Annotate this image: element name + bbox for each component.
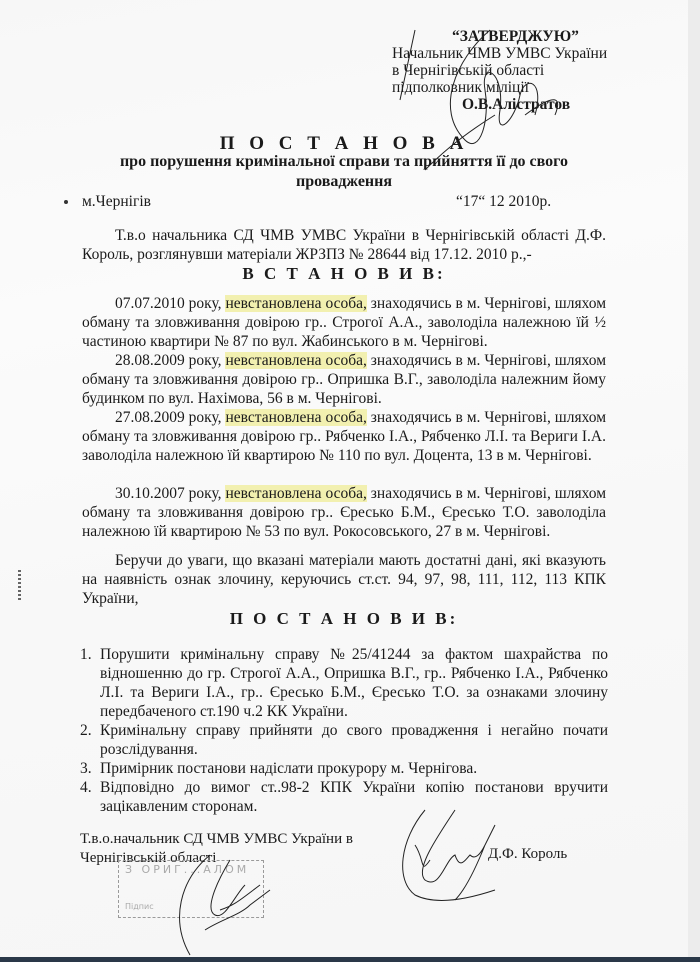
paragraph	[82, 294, 606, 351]
certification-stamp	[118, 860, 264, 918]
resolution-item	[80, 645, 608, 721]
paragraph	[82, 408, 606, 465]
approval-heading: “ЗАТВЕРДЖУЮ”	[452, 28, 579, 45]
highlighted-text: невстановлена особа,	[225, 409, 367, 426]
item-number: 2.	[80, 722, 92, 739]
place	[64, 193, 151, 211]
signatory-line-1: Т.в.о.начальник СД ЧМВ УМВС України в	[80, 831, 353, 847]
bullet-dot	[64, 200, 68, 204]
resolution-list	[80, 645, 608, 816]
stamp-text: З ОРИГ...АЛОМ	[125, 863, 250, 876]
approval-line-1: Начальник ЧМВ УМВС України	[392, 45, 608, 62]
item-text: Порушити кримінальну справу №25/41244 за фактом шахрайства по відношенню до гр. Строгої А.А., Опришка В.Г., гр.. Рябченко І.А., Рябченко Л.І. та Вериги І.А., гр.. Єресько Б.М., Єресько Т.О. за ознаками злочину передбаченого ст.190 ч.2 КК України.	[100, 646, 608, 720]
item-number: 1.	[80, 646, 92, 663]
approval-block	[392, 28, 607, 113]
item-number: 4.	[80, 779, 92, 796]
place-text: м.Чернігів	[82, 193, 151, 210]
considering-paragraph: Беручи до уваги, що вказані матеріали мають достатні дані, які вказують на наявність ознак злочину, керуючись ст.ст. 94, 97, 98, 111, 112, 113 КПК України,	[82, 552, 606, 607]
section-established: В С Т А Н О В И В:	[242, 264, 446, 283]
highlighted-text: невстановлена особа,	[225, 352, 367, 369]
paragraph-text: знаходячись в м. Чернігові, шляхом обману та зловживання довірою гр.. Строгої А.А., заволоділа належною їй ½ частиною квартири № 87 по вул. Жабинського в м. Чернігові.	[82, 295, 607, 350]
scan-margin	[688, 0, 700, 957]
approval-line-2: в Чернігівській області	[392, 62, 545, 79]
paragraph-text: знаходячись в м. Чернігові, шляхом обману та зловживання довірою гр.. Опришка В.Г., заволоділа належним йому будинком по вул. Нахімова, 56 в м. Чернігові.	[82, 352, 607, 407]
approval-name: О.В.Алістратов	[462, 96, 571, 113]
document-subtitle-line-2: провадження	[295, 173, 393, 190]
item-number: 3.	[80, 760, 92, 777]
scan-edge-mark	[18, 570, 21, 600]
item-text: Примірник постанови надіслати прокурору м. Чернігова.	[100, 760, 478, 777]
paragraph	[82, 484, 606, 541]
item-text: Відповідно до вимог ст..98-2 КПК України копію постанови вручити зацікавленим сторонам.	[100, 779, 608, 815]
paragraph-date: 30.10.2007 року,	[115, 485, 222, 502]
approval-line-3: підполковник міліції	[392, 79, 529, 96]
section-resolved: П О С Т А Н О В И В:	[229, 609, 459, 628]
stamp-subtext: Підпис	[125, 902, 154, 911]
highlighted-text: невстановлена особа,	[225, 295, 367, 312]
paragraph-text: знаходячись в м. Чернігові, шляхом обману та зловживання довірою гр.. Єресько Б.М., Єресько Т.О. заволоділа належною їй квартирою № 53 по вул. Рокосовського, 27 в м. Чернігові.	[82, 485, 607, 540]
resolution-item	[80, 778, 608, 816]
document-title: П О С Т А Н О В А	[219, 133, 469, 154]
item-text: Кримінальну справу прийняти до свого провадження і негайно почати розслідування.	[100, 722, 608, 758]
document-subtitle-line-1: про порушення кримінальної справи та прийняття її до свого	[119, 153, 569, 170]
highlighted-text: невстановлена особа,	[225, 485, 367, 502]
document-date: “17“ 12 2010р.	[456, 193, 552, 210]
paragraph	[82, 351, 606, 408]
intro-paragraph: Т.в.о начальника СД ЧМВ УМВС України в Чернігівській області Д.Ф. Король, розглянувши матеріали ЖРЗПЗ № 28644 від 17.12. 2010 р.,-	[82, 227, 606, 263]
paragraph-date: 27.08.2009 року,	[115, 409, 222, 426]
signatory-name: Д.Ф. Король	[488, 846, 568, 862]
resolution-item	[80, 759, 608, 778]
scan-bottom-border	[0, 957, 700, 962]
resolution-item	[80, 721, 608, 759]
paragraph-date: 07.07.2010 року,	[115, 295, 222, 312]
paragraph-text: знаходячись в м. Чернігові, шляхом обману та зловживання довірою гр.. Рябченко І.А., Рябченко Л.І. та Вериги І.А. заволоділа належною їй квартирою № 110 по вул. Доцента, 13 в м. Чернігові.	[82, 409, 607, 464]
paragraph-date: 28.08.2009 року,	[115, 352, 222, 369]
signatory-line-2: Чернігівській області	[80, 850, 217, 866]
